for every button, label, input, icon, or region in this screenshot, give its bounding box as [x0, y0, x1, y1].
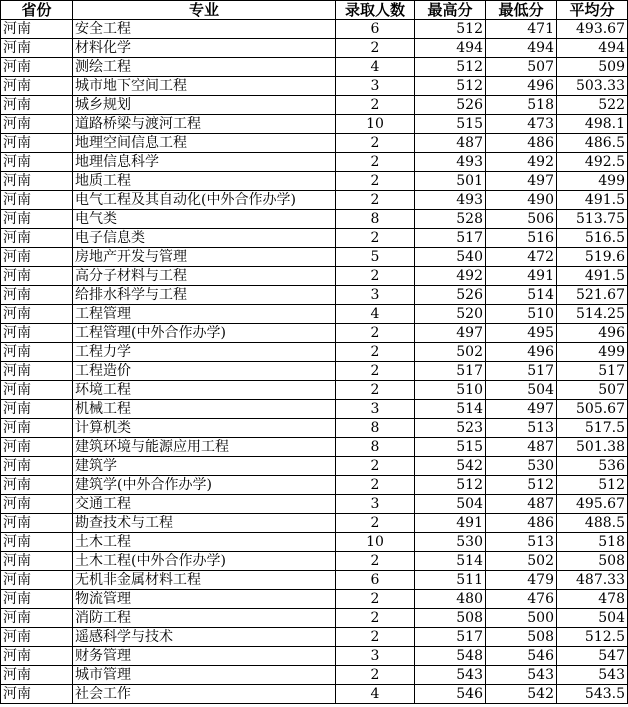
cell-max-score: 542	[415, 457, 486, 476]
cell-min-score: 517	[486, 362, 557, 381]
cell-max-score: 492	[415, 267, 486, 286]
cell-max-score: 514	[415, 400, 486, 419]
cell-avg-score: 514.25	[557, 305, 628, 324]
table-row	[1, 324, 628, 343]
cell-max-score: 517	[415, 628, 486, 647]
cell-max-score: 512	[415, 20, 486, 39]
cell-province: 河南	[1, 476, 73, 495]
cell-province: 河南	[1, 590, 73, 609]
table-row	[1, 438, 628, 457]
cell-min-score: 496	[486, 343, 557, 362]
cell-admitted-count: 2	[336, 457, 415, 476]
table-row	[1, 666, 628, 685]
cell-min-score: 513	[486, 419, 557, 438]
cell-min-score: 497	[486, 172, 557, 191]
cell-max-score: 530	[415, 533, 486, 552]
cell-max-score: 491	[415, 514, 486, 533]
cell-major: 交通工程	[73, 495, 336, 514]
cell-major: 土木工程	[73, 533, 336, 552]
cell-province: 河南	[1, 20, 73, 39]
cell-admitted-count: 10	[336, 115, 415, 134]
cell-avg-score: 488.5	[557, 514, 628, 533]
table-row	[1, 533, 628, 552]
cell-admitted-count: 2	[336, 666, 415, 685]
cell-min-score: 479	[486, 571, 557, 590]
cell-major: 建筑环境与能源应用工程	[73, 438, 336, 457]
cell-avg-score: 521.67	[557, 286, 628, 305]
cell-max-score: 501	[415, 172, 486, 191]
table-row	[1, 115, 628, 134]
cell-major: 地理信息科学	[73, 153, 336, 172]
cell-avg-score: 492.5	[557, 153, 628, 172]
cell-province: 河南	[1, 343, 73, 362]
cell-avg-score: 543	[557, 666, 628, 685]
cell-major: 社会工作	[73, 685, 336, 704]
cell-major: 电气工程及其自动化(中外合作办学)	[73, 191, 336, 210]
cell-min-score: 490	[486, 191, 557, 210]
cell-max-score: 515	[415, 438, 486, 457]
cell-min-score: 546	[486, 647, 557, 666]
cell-major: 地质工程	[73, 172, 336, 191]
table-row	[1, 476, 628, 495]
cell-min-score: 508	[486, 628, 557, 647]
cell-avg-score: 495.67	[557, 495, 628, 514]
cell-admitted-count: 4	[336, 685, 415, 704]
cell-major: 机械工程	[73, 400, 336, 419]
cell-avg-score: 499	[557, 172, 628, 191]
cell-avg-score: 491.5	[557, 191, 628, 210]
table-row	[1, 419, 628, 438]
cell-major: 工程管理	[73, 305, 336, 324]
cell-max-score: 512	[415, 58, 486, 77]
cell-min-score: 500	[486, 609, 557, 628]
cell-avg-score: 518	[557, 533, 628, 552]
cell-major: 城市管理	[73, 666, 336, 685]
cell-avg-score: 499	[557, 343, 628, 362]
cell-max-score: 497	[415, 324, 486, 343]
cell-avg-score: 522	[557, 96, 628, 115]
cell-province: 河南	[1, 533, 73, 552]
cell-province: 河南	[1, 96, 73, 115]
cell-province: 河南	[1, 685, 73, 704]
cell-province: 河南	[1, 666, 73, 685]
cell-max-score: 502	[415, 343, 486, 362]
cell-province: 河南	[1, 400, 73, 419]
cell-min-score: 518	[486, 96, 557, 115]
table-row	[1, 39, 628, 58]
cell-major: 测绘工程	[73, 58, 336, 77]
table-row	[1, 210, 628, 229]
table-row	[1, 229, 628, 248]
cell-avg-score: 478	[557, 590, 628, 609]
cell-avg-score: 503.33	[557, 77, 628, 96]
header-province: 省份	[1, 1, 73, 20]
cell-min-score: 487	[486, 438, 557, 457]
table-row	[1, 96, 628, 115]
cell-province: 河南	[1, 115, 73, 134]
cell-admitted-count: 2	[336, 267, 415, 286]
header-avg-score: 平均分	[557, 1, 628, 20]
cell-min-score: 507	[486, 58, 557, 77]
cell-admitted-count: 2	[336, 628, 415, 647]
cell-max-score: 548	[415, 647, 486, 666]
cell-province: 河南	[1, 514, 73, 533]
cell-max-score: 517	[415, 362, 486, 381]
cell-min-score: 496	[486, 77, 557, 96]
cell-major: 无机非金属材料工程	[73, 571, 336, 590]
cell-admitted-count: 2	[336, 39, 415, 58]
cell-admitted-count: 2	[336, 343, 415, 362]
cell-min-score: 476	[486, 590, 557, 609]
cell-avg-score: 536	[557, 457, 628, 476]
header-admitted-count: 录取人数	[336, 1, 415, 20]
cell-major: 电气类	[73, 210, 336, 229]
cell-avg-score: 547	[557, 647, 628, 666]
cell-max-score: 540	[415, 248, 486, 267]
cell-avg-score: 507	[557, 381, 628, 400]
cell-admitted-count: 2	[336, 324, 415, 343]
cell-province: 河南	[1, 457, 73, 476]
header-major: 专业	[73, 1, 336, 20]
cell-min-score: 510	[486, 305, 557, 324]
cell-max-score: 515	[415, 115, 486, 134]
cell-max-score: 480	[415, 590, 486, 609]
cell-max-score: 508	[415, 609, 486, 628]
cell-admitted-count: 4	[336, 58, 415, 77]
cell-max-score: 528	[415, 210, 486, 229]
cell-min-score: 543	[486, 666, 557, 685]
cell-avg-score: 493.67	[557, 20, 628, 39]
cell-avg-score: 513.75	[557, 210, 628, 229]
cell-avg-score: 487.33	[557, 571, 628, 590]
cell-province: 河南	[1, 305, 73, 324]
table-row	[1, 20, 628, 39]
table-row	[1, 647, 628, 666]
cell-max-score: 526	[415, 286, 486, 305]
cell-major: 工程造价	[73, 362, 336, 381]
cell-major: 计算机类	[73, 419, 336, 438]
cell-major: 道路桥梁与渡河工程	[73, 115, 336, 134]
cell-admitted-count: 3	[336, 400, 415, 419]
cell-avg-score: 508	[557, 552, 628, 571]
cell-province: 河南	[1, 381, 73, 400]
cell-major: 环境工程	[73, 381, 336, 400]
cell-major: 工程管理(中外合作办学)	[73, 324, 336, 343]
cell-major: 安全工程	[73, 20, 336, 39]
cell-major: 材料化学	[73, 39, 336, 58]
cell-avg-score: 517.5	[557, 419, 628, 438]
cell-admitted-count: 2	[336, 381, 415, 400]
cell-province: 河南	[1, 77, 73, 96]
cell-avg-score: 498.1	[557, 115, 628, 134]
cell-avg-score: 494	[557, 39, 628, 58]
table-row	[1, 305, 628, 324]
cell-major: 城乡规划	[73, 96, 336, 115]
table-body	[1, 20, 628, 704]
cell-admitted-count: 4	[336, 305, 415, 324]
cell-admitted-count: 8	[336, 419, 415, 438]
cell-admitted-count: 3	[336, 286, 415, 305]
cell-province: 河南	[1, 362, 73, 381]
cell-admitted-count: 6	[336, 20, 415, 39]
cell-admitted-count: 10	[336, 533, 415, 552]
cell-min-score: 502	[486, 552, 557, 571]
table-row	[1, 134, 628, 153]
cell-major: 财务管理	[73, 647, 336, 666]
cell-min-score: 513	[486, 533, 557, 552]
header-row	[1, 1, 628, 20]
cell-min-score: 506	[486, 210, 557, 229]
cell-province: 河南	[1, 647, 73, 666]
cell-min-score: 497	[486, 400, 557, 419]
cell-admitted-count: 2	[336, 552, 415, 571]
cell-province: 河南	[1, 58, 73, 77]
cell-max-score: 493	[415, 153, 486, 172]
table-row	[1, 286, 628, 305]
cell-province: 河南	[1, 552, 73, 571]
cell-max-score: 546	[415, 685, 486, 704]
cell-min-score: 530	[486, 457, 557, 476]
table-row	[1, 58, 628, 77]
cell-min-score: 471	[486, 20, 557, 39]
cell-province: 河南	[1, 628, 73, 647]
cell-major: 建筑学	[73, 457, 336, 476]
cell-admitted-count: 3	[336, 647, 415, 666]
table-row	[1, 590, 628, 609]
cell-min-score: 486	[486, 514, 557, 533]
cell-province: 河南	[1, 134, 73, 153]
cell-max-score: 510	[415, 381, 486, 400]
cell-admitted-count: 2	[336, 590, 415, 609]
cell-max-score: 526	[415, 96, 486, 115]
cell-admitted-count: 2	[336, 476, 415, 495]
cell-province: 河南	[1, 571, 73, 590]
table-row	[1, 514, 628, 533]
cell-province: 河南	[1, 438, 73, 457]
cell-major: 给排水科学与工程	[73, 286, 336, 305]
cell-avg-score: 505.67	[557, 400, 628, 419]
cell-province: 河南	[1, 39, 73, 58]
table-row	[1, 495, 628, 514]
table-row	[1, 362, 628, 381]
cell-admitted-count: 2	[336, 134, 415, 153]
cell-province: 河南	[1, 267, 73, 286]
cell-admitted-count: 2	[336, 362, 415, 381]
table-row	[1, 77, 628, 96]
cell-major: 房地产开发与管理	[73, 248, 336, 267]
cell-avg-score: 516.5	[557, 229, 628, 248]
cell-major: 遥感科学与技术	[73, 628, 336, 647]
cell-admitted-count: 8	[336, 210, 415, 229]
cell-province: 河南	[1, 191, 73, 210]
cell-province: 河南	[1, 609, 73, 628]
cell-min-score: 492	[486, 153, 557, 172]
cell-province: 河南	[1, 229, 73, 248]
cell-min-score: 495	[486, 324, 557, 343]
cell-admitted-count: 2	[336, 609, 415, 628]
cell-major: 工程力学	[73, 343, 336, 362]
cell-admitted-count: 2	[336, 172, 415, 191]
cell-province: 河南	[1, 495, 73, 514]
cell-avg-score: 543.5	[557, 685, 628, 704]
table-row	[1, 400, 628, 419]
cell-max-score: 543	[415, 666, 486, 685]
header-max-score: 最高分	[415, 1, 486, 20]
cell-min-score: 486	[486, 134, 557, 153]
table-row	[1, 628, 628, 647]
cell-min-score: 512	[486, 476, 557, 495]
cell-province: 河南	[1, 419, 73, 438]
cell-admitted-count: 2	[336, 229, 415, 248]
cell-major: 物流管理	[73, 590, 336, 609]
cell-major: 勘查技术与工程	[73, 514, 336, 533]
cell-avg-score: 501.38	[557, 438, 628, 457]
cell-min-score: 516	[486, 229, 557, 248]
cell-admitted-count: 2	[336, 153, 415, 172]
table-row	[1, 248, 628, 267]
cell-province: 河南	[1, 210, 73, 229]
table-row	[1, 343, 628, 362]
cell-province: 河南	[1, 172, 73, 191]
cell-admitted-count: 2	[336, 191, 415, 210]
cell-avg-score: 519.6	[557, 248, 628, 267]
cell-admitted-count: 2	[336, 514, 415, 533]
cell-max-score: 504	[415, 495, 486, 514]
cell-province: 河南	[1, 248, 73, 267]
cell-admitted-count: 2	[336, 96, 415, 115]
cell-province: 河南	[1, 324, 73, 343]
cell-max-score: 511	[415, 571, 486, 590]
cell-min-score: 494	[486, 39, 557, 58]
cell-avg-score: 496	[557, 324, 628, 343]
table-row	[1, 153, 628, 172]
table-row	[1, 571, 628, 590]
cell-max-score: 512	[415, 476, 486, 495]
cell-admitted-count: 6	[336, 571, 415, 590]
cell-min-score: 504	[486, 381, 557, 400]
cell-avg-score: 491.5	[557, 267, 628, 286]
cell-major: 消防工程	[73, 609, 336, 628]
cell-max-score: 514	[415, 552, 486, 571]
cell-max-score: 487	[415, 134, 486, 153]
cell-admitted-count: 3	[336, 77, 415, 96]
cell-avg-score: 512	[557, 476, 628, 495]
cell-max-score: 493	[415, 191, 486, 210]
table-row	[1, 191, 628, 210]
cell-province: 河南	[1, 153, 73, 172]
table-row	[1, 685, 628, 704]
cell-admitted-count: 5	[336, 248, 415, 267]
table-row	[1, 381, 628, 400]
table-row	[1, 552, 628, 571]
table-row	[1, 267, 628, 286]
cell-avg-score: 512.5	[557, 628, 628, 647]
header-min-score: 最低分	[486, 1, 557, 20]
table-row	[1, 172, 628, 191]
cell-avg-score: 517	[557, 362, 628, 381]
table-row	[1, 457, 628, 476]
cell-avg-score: 509	[557, 58, 628, 77]
cell-max-score: 523	[415, 419, 486, 438]
cell-min-score: 491	[486, 267, 557, 286]
cell-max-score: 520	[415, 305, 486, 324]
cell-max-score: 512	[415, 77, 486, 96]
cell-admitted-count: 3	[336, 495, 415, 514]
cell-major: 建筑学(中外合作办学)	[73, 476, 336, 495]
cell-min-score: 514	[486, 286, 557, 305]
cell-min-score: 472	[486, 248, 557, 267]
cell-major: 高分子材料与工程	[73, 267, 336, 286]
cell-province: 河南	[1, 286, 73, 305]
cell-major: 城市地下空间工程	[73, 77, 336, 96]
cell-max-score: 494	[415, 39, 486, 58]
table-row	[1, 609, 628, 628]
cell-max-score: 517	[415, 229, 486, 248]
cell-admitted-count: 8	[336, 438, 415, 457]
cell-major: 地理空间信息工程	[73, 134, 336, 153]
cell-major: 土木工程(中外合作办学)	[73, 552, 336, 571]
cell-avg-score: 486.5	[557, 134, 628, 153]
cell-min-score: 473	[486, 115, 557, 134]
cell-min-score: 542	[486, 685, 557, 704]
cell-major: 电子信息类	[73, 229, 336, 248]
cell-avg-score: 504	[557, 609, 628, 628]
cell-min-score: 487	[486, 495, 557, 514]
